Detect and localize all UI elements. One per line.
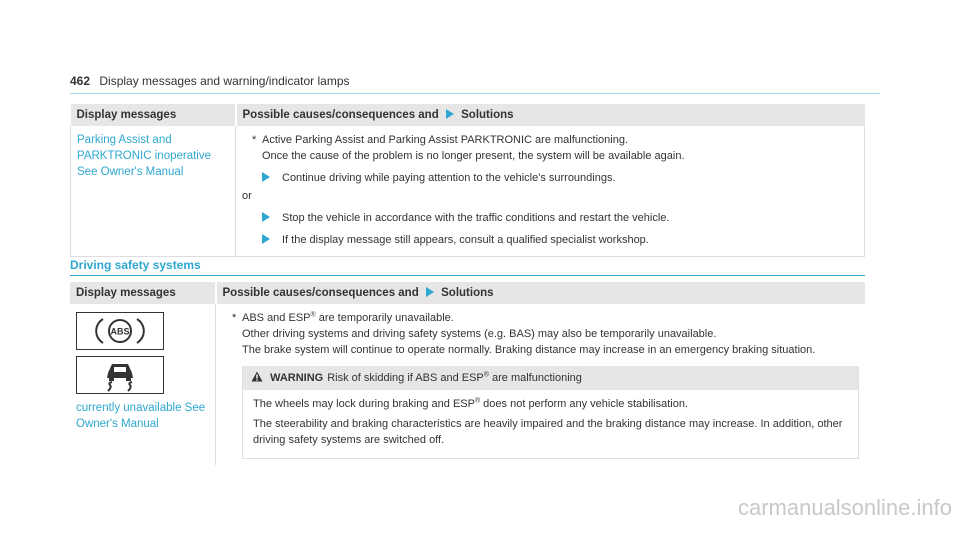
warning-text-b: does not perform any vehicle stabilisation. [480,398,689,410]
step-text: If the display message still appears, consult a qualified specialist workshop. [282,234,649,246]
warning-head-a: Risk of skidding if ABS and ESP [327,372,484,384]
warning-triangle-icon [251,371,263,382]
warning-paragraph: The steerability and braking characteristics are heavily impaired and the braking distance may increase. In addition, other driving safety systems are switched off. [253,418,843,446]
section-title: Driving safety systems [70,258,865,276]
col-header-causes-text: Possible causes/consequences and [242,109,439,121]
watermark-text: carmanualsonline.info [737,495,952,520]
step-text: Continue driving while paying attention to the vehicle's surroundings. [282,172,616,184]
bullet-star: * [232,312,237,324]
registered-mark: ® [474,397,481,405]
or-text: or [242,190,252,202]
warning-body [243,390,858,458]
warning-header [243,366,858,390]
warning-head-b: are malfunctioning [488,372,582,384]
col-header-causes-text: Possible causes/consequences and [222,287,419,299]
message-line: Parking Assist and [77,134,172,146]
cause-detail: Other driving systems and driving safety systems (e.g. BAS) may also be temporarily unavailable. [242,328,717,340]
message-line: Owner's Manual [76,418,159,430]
message-line: PARKTRONIC inoperative [77,150,211,162]
cause-detail: Once the cause of the problem is no longer present, the system will be available again. [262,150,685,162]
warning-text-a: The wheels may lock during braking and ESP [253,398,475,410]
col-header-display-messages: Display messages [70,282,216,304]
cause-main-b: are temporarily unavailable. [315,312,454,324]
solution-step [242,210,858,226]
esp-skid-icon [76,356,164,394]
warning-box [242,366,859,459]
abs-warning-icon [76,312,164,350]
abs-icon-label: ABS [110,326,130,337]
registered-mark: ® [310,311,316,319]
cause-text [222,310,859,326]
solution-step [242,232,858,248]
parking-assist-table [70,104,865,257]
col-header-display-messages: Display messages [71,104,236,126]
arrow-right-icon [446,109,454,119]
col-header-causes [236,104,865,126]
display-message-cell [70,304,216,465]
page-number: 462 [70,74,91,88]
solution-step [242,170,858,186]
arrow-right-icon [262,172,270,182]
cause-detail: The brake system will continue to operate normally. Braking distance may increase in an emergency braking situation. [242,344,816,356]
arrow-right-icon [426,287,434,297]
col-header-solutions-text: Solutions [441,287,494,299]
arrow-right-icon [262,212,270,222]
cause-text [242,132,858,148]
arrow-right-icon [262,234,270,244]
bullet-star: * [252,134,257,146]
driving-safety-table [70,282,865,465]
causes-cell [236,126,865,257]
display-message-cell [71,126,236,257]
causes-cell [216,304,866,465]
page-header [70,74,880,94]
cause-main: Active Parking Assist and Parking Assist PARKTRONIC are malfunctioning. [262,134,628,146]
message-line: currently unavailable See [76,402,206,414]
step-text: Stop the vehicle in accordance with the traffic conditions and restart the vehicle. [282,212,670,224]
cause-main-a: ABS and ESP [242,312,311,324]
col-header-solutions-text: Solutions [461,109,514,121]
message-line: See Owner's Manual [77,166,184,178]
warning-paragraph [253,396,848,412]
page-header-title: Display messages and warning/indicator lamps [99,74,350,88]
col-header-causes [216,282,866,304]
registered-mark: ® [483,371,489,379]
warning-label: WARNING [270,372,324,384]
